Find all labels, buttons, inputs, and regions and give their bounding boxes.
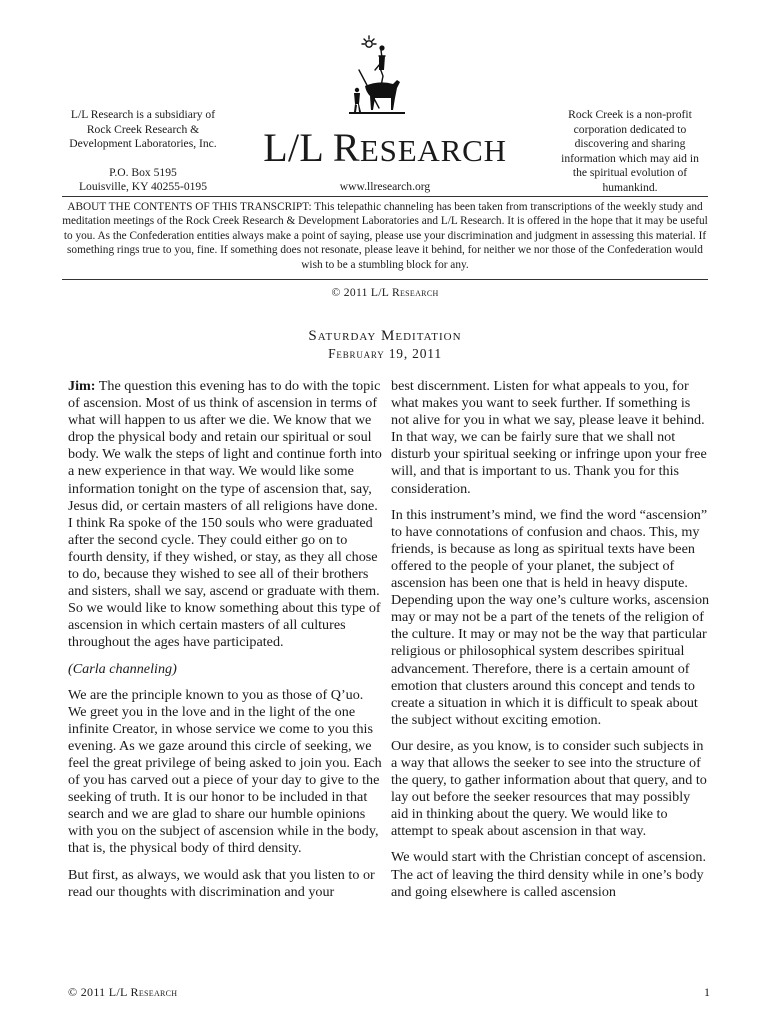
mission-line-6: humankind. xyxy=(602,180,658,194)
city-zip: Louisville, KY 40255-0195 xyxy=(78,180,208,194)
header-rule-top xyxy=(62,196,708,197)
channeling-note-text: (Carla channeling) xyxy=(68,660,177,677)
question-text: The question this evening has to do with the topic of ascension. Most of us think of ascension in terms of what will happen to us after we die. We know that we drop the physical body and retain our spiritual or soul body. We walk the steps of light and continue forth into a new experience in that way. We would like some information tonight on the type of ascension that, say, Jesus did, or certain masters of all religions have done. I think Ra spoke of the 150 souls who were graduated after the second cycle. They could either go on to fourth density, if they wished, or stay, as they all chose to do, because they wished to see all of their brothers and sisters, shall we say, ascend or graduate with them. So we would like to know something about this type of ascension in which certain masters of all cultures throughout the ages have participated. xyxy=(68,378,382,651)
subsidiary-line-1: L/L Research is a subsidiary of xyxy=(70,108,216,121)
paragraph: We are the principle known to you as those of Q’uo. We greet you in the love and in the light of the one infinite Creator, in whose service we come to you this evening. As we gaze around this circle of seeking, we feel the great privilege of being asked to join you. Each of you has carved out a piece of your day to give to the seeking of truth. It is our honor to be included in that search and we are glad to share our humble opinions with you on the subject of ascension while in the body, that is, the physical body of third density. xyxy=(68,686,382,857)
session-title: Saturday Meditation xyxy=(308,328,462,344)
paragraph: best discernment. Listen for what appeals to you, for what makes you want to seek further. If something is not alive for you in what we say, please leave it behind. In that way, we can be fairly sure that we shall not disturb your spiritual seeking or infringe upon your free will, and that is important to us. Thank you for this consideration. xyxy=(391,378,707,497)
transcript-column-left xyxy=(68,378,382,910)
speaker-label: Jim: xyxy=(68,378,96,394)
page-number: 1 xyxy=(704,985,710,999)
paragraph: In this instrument’s mind, we find the word “ascension” to have connotations of confusion and chaos. This, my friends, is because as long as spiritual texts have been offered to the people of your planet, the subject of ascension has been one that is held in heavy dispute. Depending upon the way one’s culture works, ascension may or may not be a part of the tenets of the religion of the culture. It may or may not be the way that particular religious or philosophical system describes spiritual advancement. Therefore, there is a certain amount of emotion that clusters around this concept and tends to create a situation in which it is difficult to speak about the subject without exciting emotion. xyxy=(391,506,710,728)
mission-line-1: Rock Creek is a non-profit xyxy=(568,108,692,121)
header-left-block xyxy=(52,108,234,195)
subsidiary-line-2: Rock Creek Research & xyxy=(86,122,200,136)
transcript-column-right xyxy=(391,378,711,910)
header-right-block xyxy=(540,108,720,196)
header-rule-bottom xyxy=(62,279,708,280)
mission-line-4: information which may aid in xyxy=(561,151,699,165)
paragraph: Our desire, as you know, is to consider such subjects in a way that allows the seeker to see into the structure of the query, to gather information about that query, and to lay out before the seeker resources that may possibly aid in thinking about the query. We would like to attempt to speak about ascension in that way. xyxy=(391,737,707,840)
title-rest: ESEARCH xyxy=(359,133,507,168)
question-paragraph xyxy=(68,378,382,652)
title-prefix: L/L R xyxy=(263,125,360,170)
website-url[interactable]: www.llresearch.org xyxy=(339,180,431,193)
po-box: P.O. Box 5195 xyxy=(109,165,177,179)
about-transcript-notice: ABOUT THE CONTENTS OF THIS TRANSCRIPT: This telepathic channeling has been taken from transcriptions of the weekly study and meditation meetings of the Rock Creek Research & Development Laboratories and L/L Research. It is offered in the hope that it may be useful to you. As the Confederation entities always make a point of saying, please use your discrimination and judgment in assessing this material. If something rings true to you, fine. If something does not resonate, please leave it behind, for neither we nor those of the Confederation would wish to be a stumbling block for any. xyxy=(62,201,708,271)
mission-line-3: discovering and sharing xyxy=(574,137,686,151)
session-date: February 19, 2011 xyxy=(328,346,442,361)
footer-copyright: © 2011 L/L Research xyxy=(68,985,178,999)
channeling-note xyxy=(68,661,382,678)
paragraph: But first, as always, we would ask that you listen to or read our thoughts with discrimination and your xyxy=(68,866,375,900)
paragraph: We would start with the Christian concept of ascension. The act of leaving the third density while in one’s body and going elsewhere is called ascension xyxy=(391,849,706,900)
copyright-notice: © 2011 L/L Research xyxy=(331,286,439,299)
don-quixote-logo-icon xyxy=(345,34,409,118)
mission-line-2: corporation dedicated to xyxy=(573,122,687,136)
subsidiary-line-3: Development Laboratories, Inc. xyxy=(69,137,217,151)
organization-title xyxy=(243,124,527,175)
mission-line-5: the spiritual evolution of xyxy=(572,166,688,180)
